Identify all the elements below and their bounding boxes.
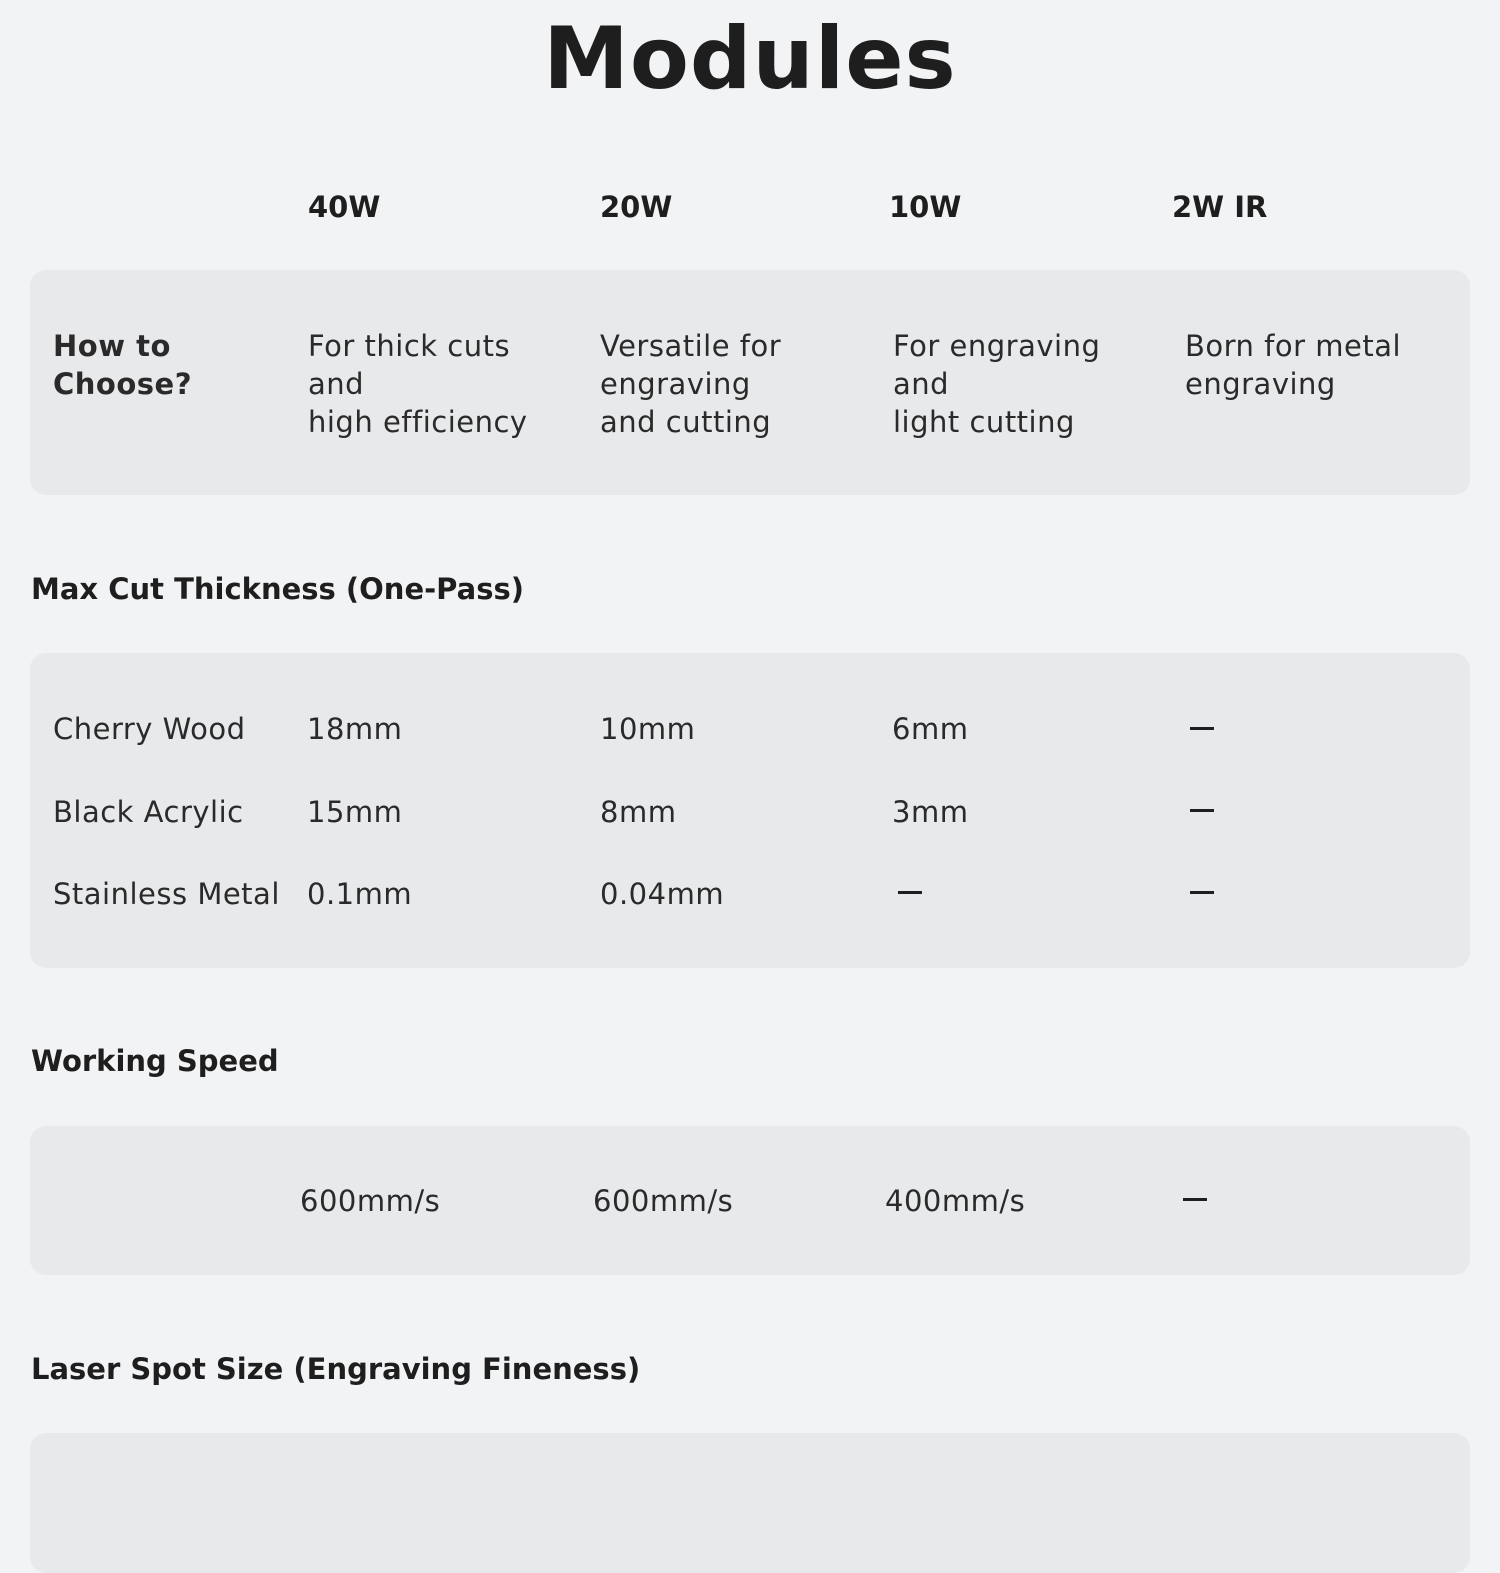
- material-cherry-wood: Cherry Wood: [53, 712, 246, 746]
- how-to-choose-label: [53, 327, 192, 403]
- choose-line: Versatile for: [600, 329, 782, 363]
- max-cut-thickness-title: Max Cut Thickness (One-Pass): [31, 572, 524, 606]
- material-black-acrylic: Black Acrylic: [53, 795, 244, 829]
- choose-line: light cutting: [893, 405, 1075, 439]
- choose-line: engraving: [1185, 367, 1336, 401]
- cherry-wood-40w: 18mm: [307, 712, 403, 746]
- speed-2w-ir-dash-icon: [1183, 1198, 1207, 1201]
- column-header-10w: 10W: [889, 190, 962, 224]
- cherry-wood-20w: 10mm: [600, 712, 696, 746]
- working-speed-title: Working Speed: [31, 1044, 279, 1078]
- cherry-wood-2w-ir-dash-icon: [1190, 727, 1214, 730]
- choose-line: and cutting: [600, 405, 772, 439]
- choose-cell-10w: [893, 327, 1100, 441]
- black-acrylic-20w: 8mm: [600, 795, 677, 829]
- speed-20w: 600mm/s: [593, 1184, 734, 1218]
- choose-line: and: [893, 367, 950, 401]
- cherry-wood-10w: 6mm: [892, 712, 969, 746]
- laser-spot-size-card: [30, 1433, 1470, 1573]
- choose-line: and: [308, 367, 365, 401]
- how-to-choose-label-line: How to: [53, 329, 171, 363]
- max-cut-thickness-card: [30, 653, 1470, 968]
- laser-spot-size-title: Laser Spot Size (Engraving Fineness): [31, 1352, 641, 1386]
- stainless-metal-2w-ir-dash-icon: [1190, 891, 1214, 894]
- column-header-20w: 20W: [600, 190, 673, 224]
- choose-cell-2w-ir: [1185, 327, 1401, 403]
- choose-cell-40w: [308, 327, 528, 441]
- black-acrylic-10w: 3mm: [892, 795, 969, 829]
- speed-40w: 600mm/s: [300, 1184, 441, 1218]
- material-stainless-metal: Stainless Metal: [53, 877, 280, 911]
- black-acrylic-2w-ir-dash-icon: [1190, 809, 1214, 812]
- stainless-metal-40w: 0.1mm: [307, 877, 413, 911]
- working-speed-card: [30, 1126, 1470, 1275]
- choose-line: Born for metal: [1185, 329, 1402, 363]
- choose-cell-20w: [600, 327, 781, 441]
- choose-line: For engraving: [893, 329, 1101, 363]
- page-title: Modules: [543, 9, 957, 109]
- stainless-metal-20w: 0.04mm: [600, 877, 725, 911]
- choose-line: For thick cuts: [308, 329, 511, 363]
- choose-line: engraving: [600, 367, 751, 401]
- speed-10w: 400mm/s: [885, 1184, 1026, 1218]
- column-header-2w-ir: 2W IR: [1172, 190, 1268, 224]
- stainless-metal-10w-dash-icon: [898, 891, 922, 894]
- column-header-40w: 40W: [308, 190, 381, 224]
- how-to-choose-label-line: Choose?: [53, 367, 193, 401]
- choose-line: high efficiency: [308, 405, 528, 439]
- black-acrylic-40w: 15mm: [307, 795, 403, 829]
